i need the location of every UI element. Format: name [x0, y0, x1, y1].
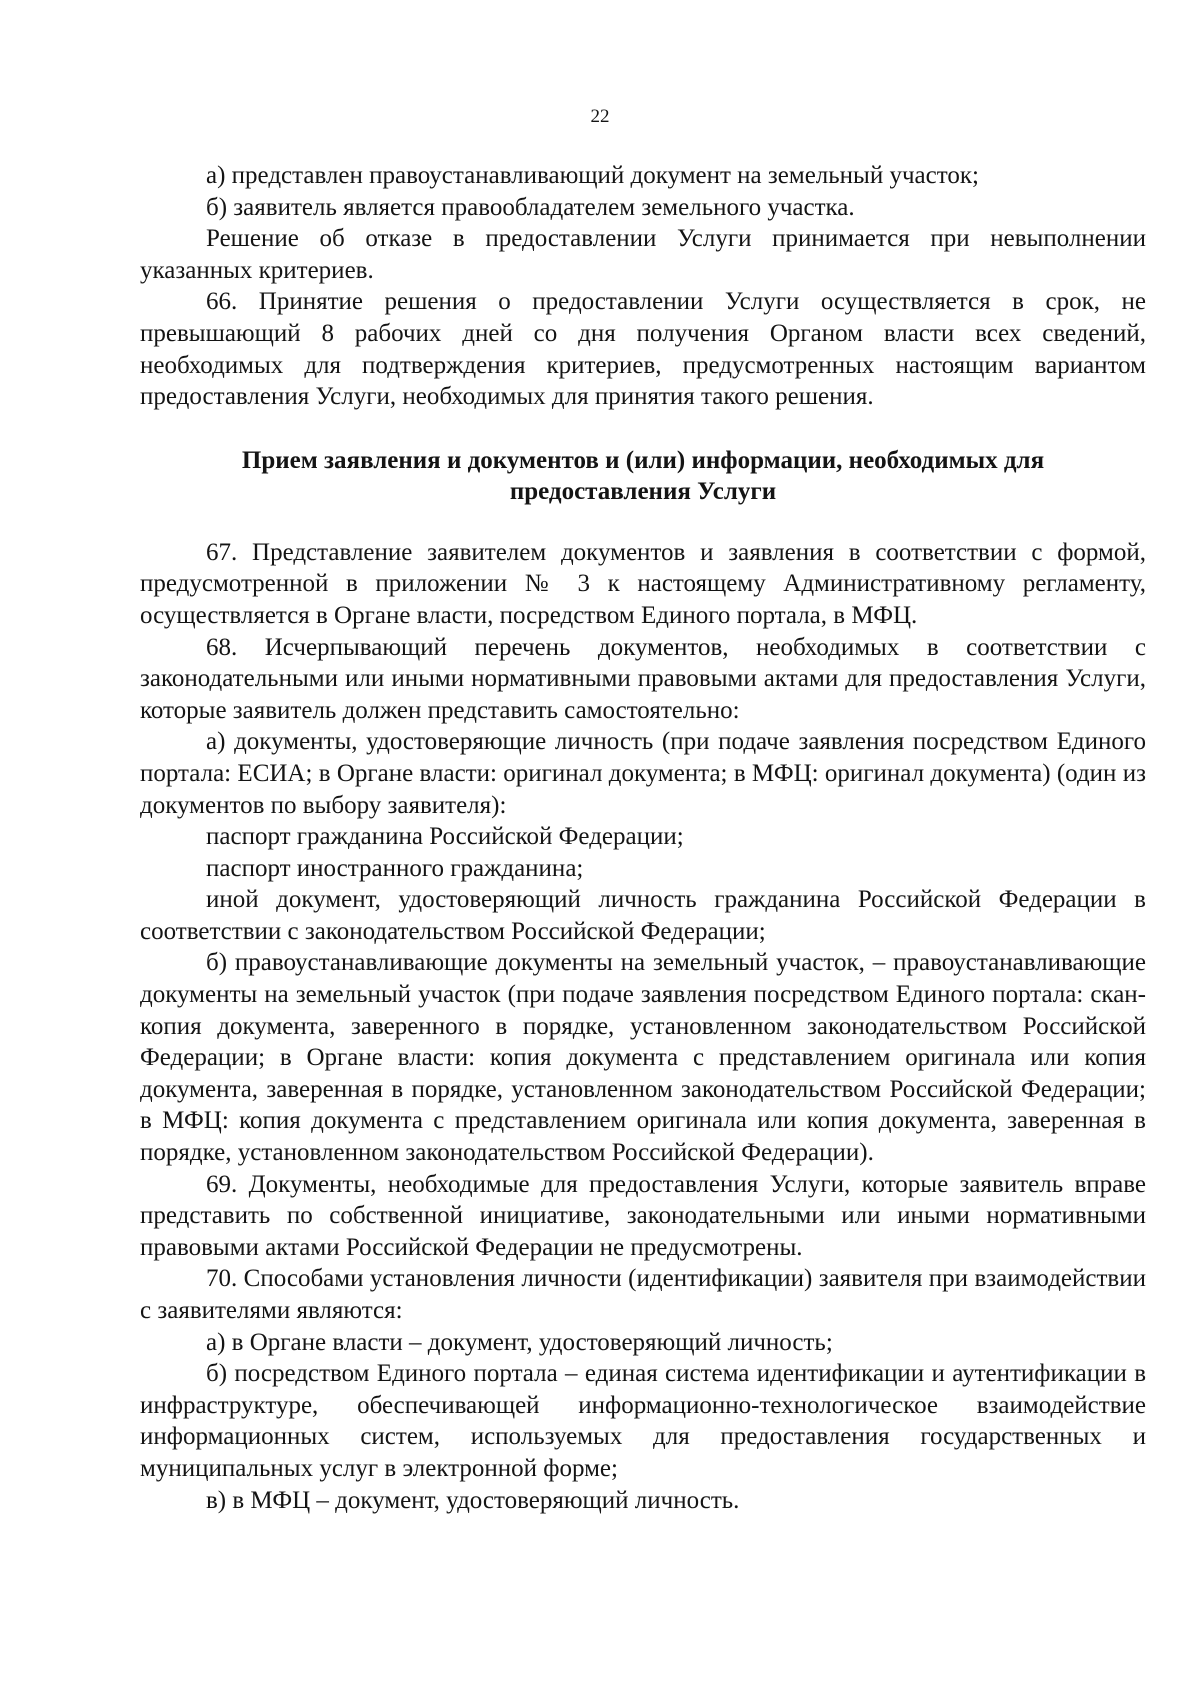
list-item-passport-foreign: паспорт иностранного гражданина; — [206, 854, 584, 882]
paragraph-66: 66. Принятие решения о предоставлении Услуги осуществляется в срок, не превышающий 8 рабочих дней со дня получения Органом власти всех сведений, необходимых для подтверждения критериев, предусмотренных настоящим вариантом предоставления Услуги, необходимых для принятия такого решения. — [140, 288, 1146, 411]
paragraph-criterion-b: б) заявитель является правообладателем земельного участка. — [206, 193, 855, 221]
section-heading: Прием заявления и документов и (или) информации, необходимых для предоставления Услуги — [241, 446, 1045, 505]
paragraph-67: 67. Представление заявителем документов и заявления в соответствии с формой, предусмотренной в приложении № 3 к настоящему Административному регламенту, осуществляется в Органе власти, посредством Единого портала, в МФЦ. — [140, 538, 1146, 629]
paragraph-68: 68. Исчерпывающий перечень документов, необходимых в соответствии с законодательными или иными нормативными правовыми актами для предоставления Услуги, которые заявитель должен представить самостоятельно: — [140, 633, 1146, 724]
paragraph-69: 69. Документы, необходимые для предоставления Услуги, которые заявитель вправе представить по собственной инициативе, законодательными или иными нормативными правовыми актами Российской Федерации не предусмотрены. — [140, 1170, 1146, 1261]
list-item-other-document: иной документ, удостоверяющий личность гражданина Российской Федерации в соответствии с законодательством Российской Федерации; — [140, 886, 1146, 945]
list-item-passport-rf: паспорт гражданина Российской Федерации; — [206, 823, 684, 851]
paragraph-68-a: а) документы, удостоверяющие личность (при подаче заявления посредством Единого портала: ЕСИА; в Органе власти: оригинал документа; в МФЦ: оригинал документа) (один из документов по выбору заявителя): — [140, 728, 1146, 819]
document-body — [140, 160, 1146, 1516]
paragraph-criterion-a: а) представлен правоустанавливающий документ на земельный участок; — [206, 162, 979, 189]
paragraph-70-a: а) в Органе власти – документ, удостоверяющий личность; — [206, 1328, 833, 1356]
paragraph-refusal: Решение об отказе в предоставлении Услуги принимается при невыполнении указанных критериев. — [140, 225, 1146, 284]
paragraph-68-b: б) правоустанавливающие документы на земельный участок, – правоустанавливающие документы на земельный участок (при подаче заявления посредством Единого портала: скан-копия документа, заверенного в порядке, установленном законодательством Российской Федерации; в Органе власти: копия документа с представлением оригинала или копия документа, заверенная в порядке, установленном законодательством Российской Федерации; в МФЦ: копия документа с представлением оригинала или копия документа, заверенная в порядке, установленном законодательством Российской Федерации). — [140, 949, 1146, 1167]
page-number: 22 — [590, 106, 610, 127]
paragraph-70: 70. Способами установления личности (идентификации) заявителя при взаимодействии с заявителями являются: — [140, 1265, 1146, 1324]
paragraph-70-b: б) посредством Единого портала – единая система идентификации и аутентификации в инфраструктуре, обеспечивающей информационно-технологическое взаимодействие информационных систем, используемых для предоставления государственных и муниципальных услуг в электронной форме; — [140, 1360, 1146, 1482]
paragraph-70-c: в) в МФЦ – документ, удостоверяющий личность. — [206, 1486, 740, 1514]
